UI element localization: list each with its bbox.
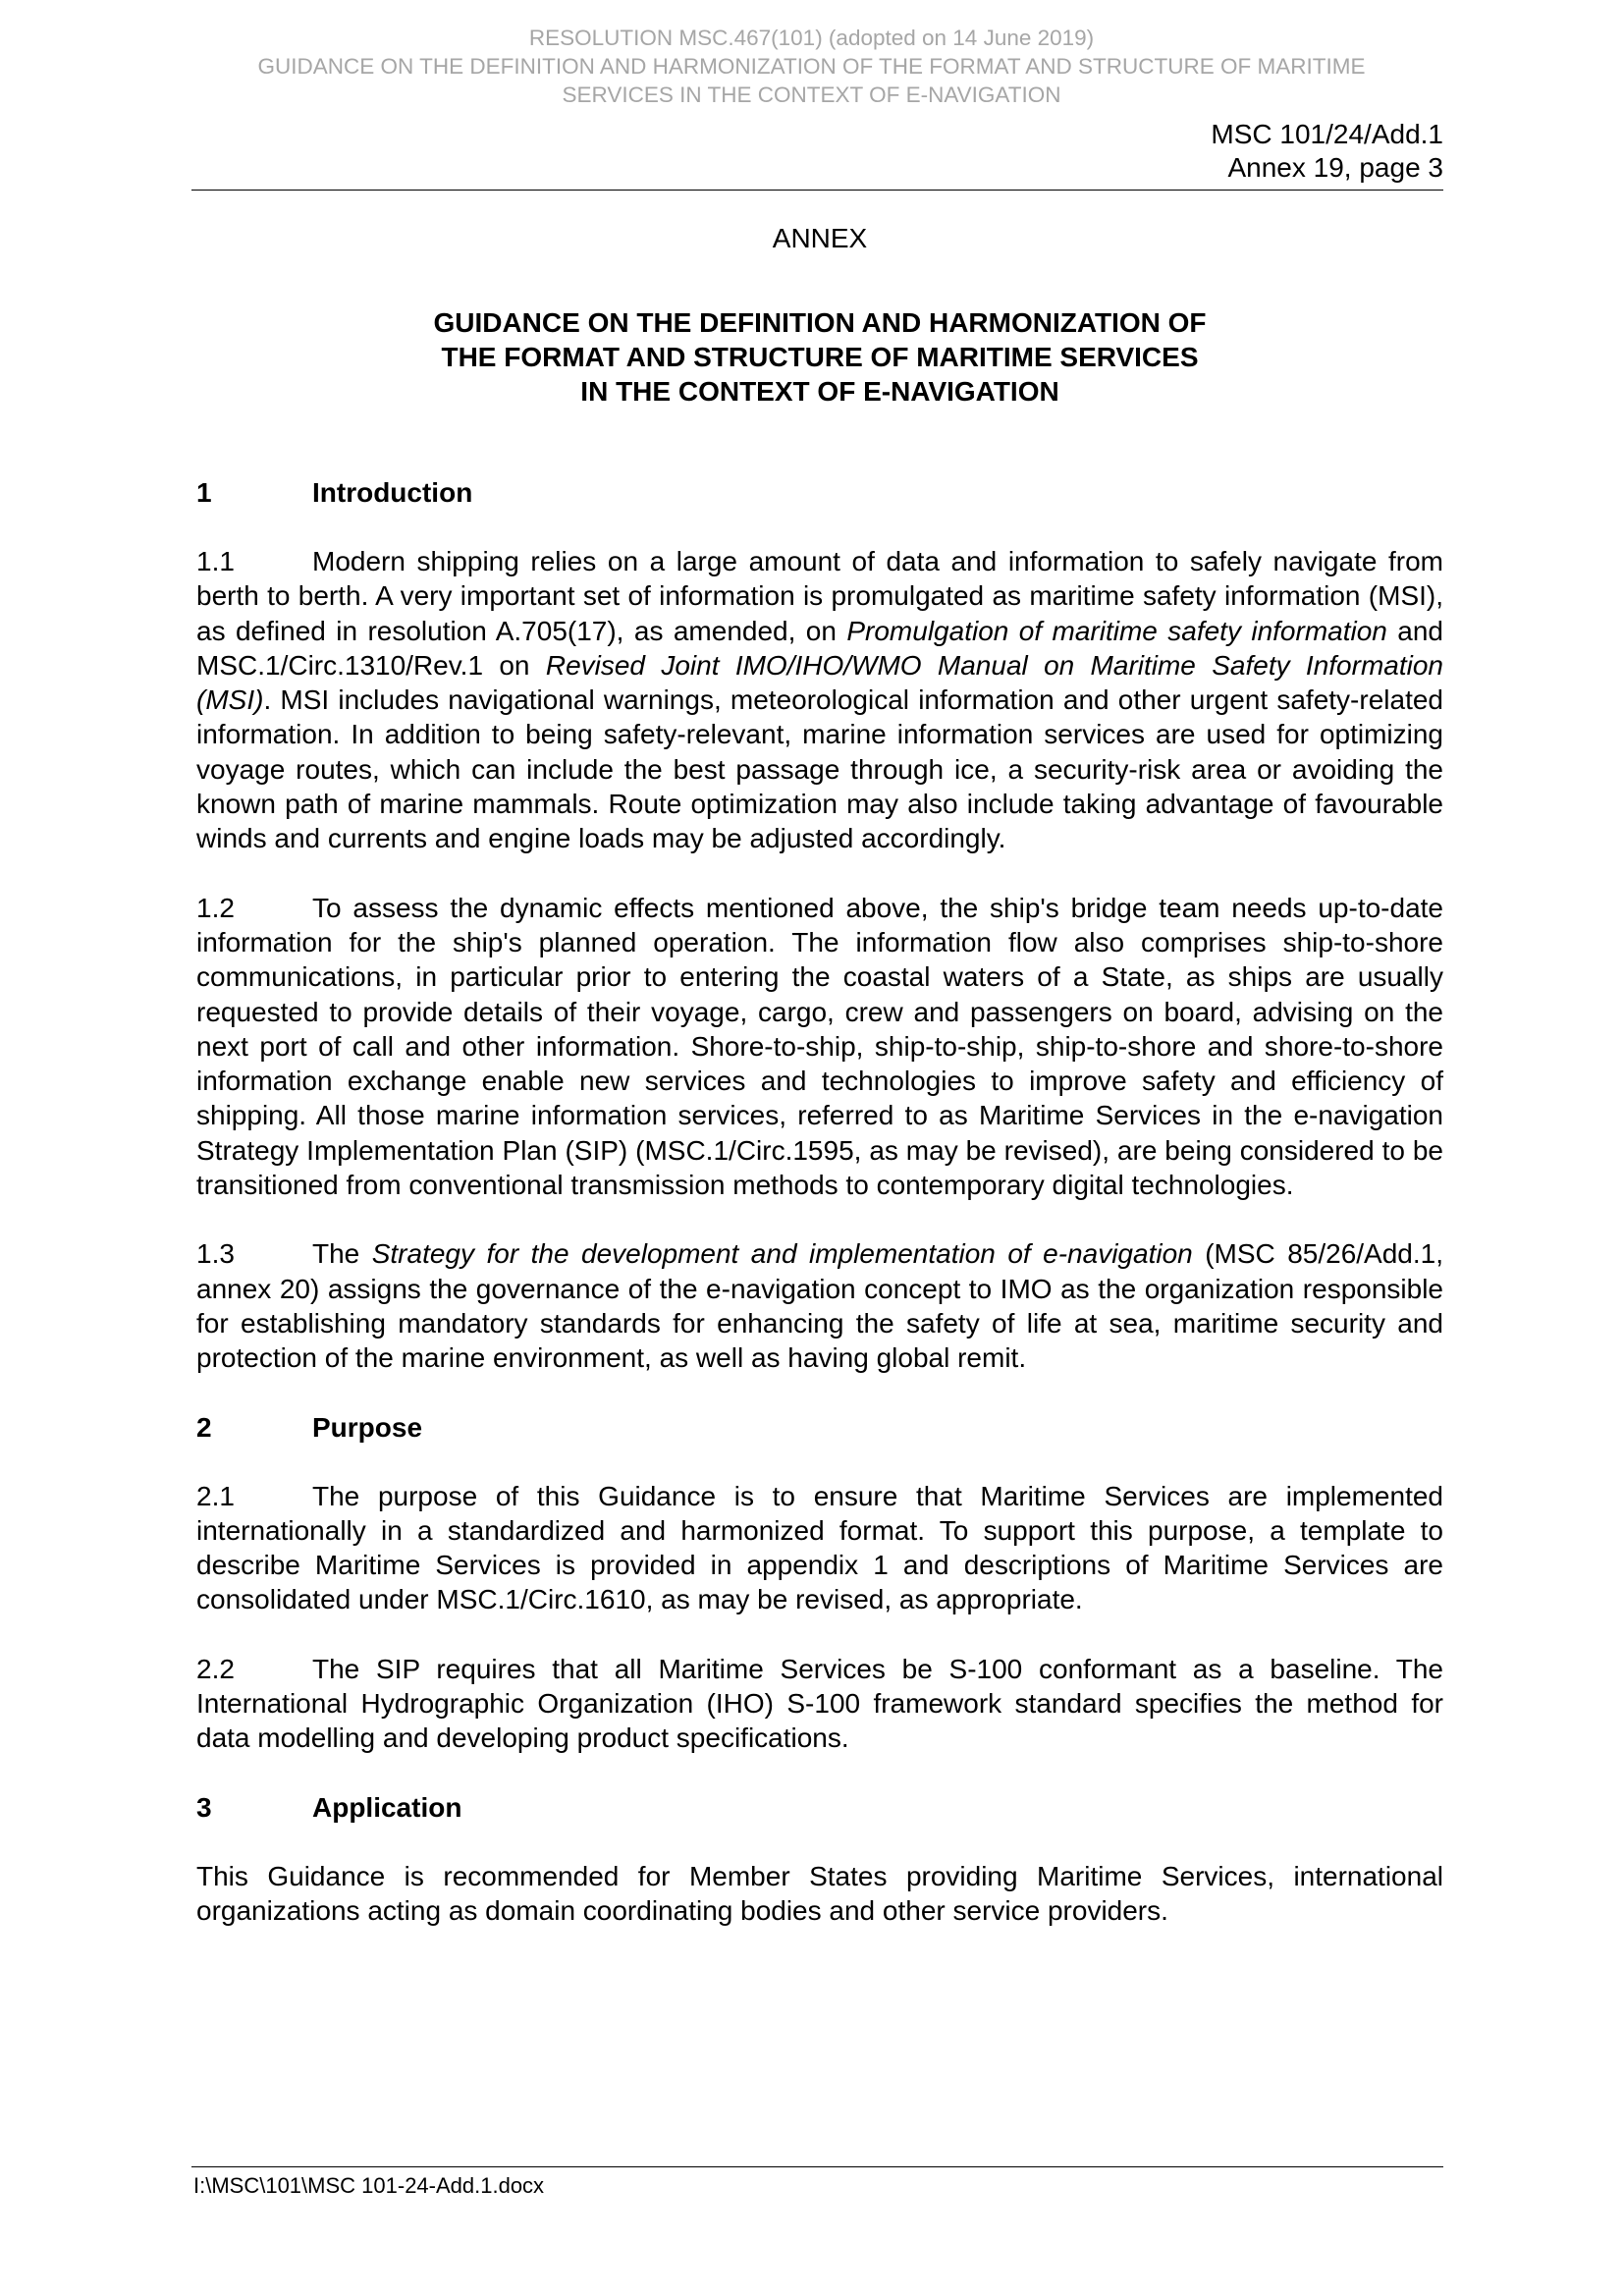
paragraph-2-2 [196,1652,1443,1756]
title-line: GUIDANCE ON THE DEFINITION AND HARMONIZATION OF [433,307,1207,338]
paragraph-1-1 [196,544,1443,856]
publication-title: Strategy for the development and implementation of e-navigation [371,1238,1193,1270]
footer-rule [191,2166,1443,2167]
annex-label: ANNEX [772,223,868,253]
watermark-line: GUIDANCE ON THE DEFINITION AND HARMONIZATION OF THE FORMAT AND STRUCTURE OF MARITIME [257,54,1366,79]
doc-ref: MSC 101/24/Add.1 [1211,119,1443,149]
section-number: 2 [196,1411,212,1443]
title-line: THE FORMAT AND STRUCTURE OF MARITIME SERVICES [441,342,1199,372]
footer-file-path: I:\MSC\101\MSC 101-24-Add.1.docx [193,2173,545,2198]
page-ref: Annex 19, page 3 [1227,152,1443,183]
publication-title: Revised Joint IMO/IHO/WMO Manual on Maritime Safety Information (MSI) [196,649,1443,716]
section-title: Purpose [312,1411,423,1443]
paragraph-number: 2.1 [196,1480,235,1511]
section-title: Application [312,1791,462,1823]
paragraph-number: 1.1 [196,546,235,576]
paragraph-text: and MSC.1/Circ.1310/Rev.1 on [196,615,1443,681]
paragraph-text: . MSI includes navigational warnings, meteorological information and other urgent safety-related information. In addition to being safety-relevant, marine information services are used for optimizing voyage routes, which can include the best passage through ice, a security-risk area or avoiding the known path of marine mammals. Route optimization may also include taking advantage of favourable winds and currents and engine loads may be adjusted accordingly. [196,684,1443,854]
header-watermark [147,24,1476,109]
publication-title: Promulgation of maritime safety information [846,615,1387,646]
paragraph-text: The [312,1238,372,1270]
watermark-line: RESOLUTION MSC.467(101) (adopted on 14 June 2019) [528,26,1095,50]
paragraph-text: Modern shipping relies on a large amount of data and information to safely navigate from berth to berth. A very important set of information is promulgated as maritime safety information (MSI), as defined in resolution A.705(17), as amended, on [196,546,1443,646]
document-title [196,305,1443,409]
paragraph-number: 1.3 [196,1238,235,1270]
section-number: 3 [196,1791,212,1823]
paragraph-3 [196,1859,1443,1929]
watermark-line: SERVICES IN THE CONTEXT OF E-NAVIGATION [562,82,1061,107]
document-body [196,222,1443,1928]
paragraph-1-3 [196,1236,1443,1375]
paragraph-text: The SIP requires that all Maritime Services be S-100 conformant as a baseline. The International Hydrographic Organization (IHO) S-100 framework standard specifies the method for data modelling and developing product specifications. [196,1653,1443,1754]
paragraph-text: This Guidance is recommended for Member States providing Maritime Services, international organizations acting as domain coordinating bodies and other service providers. [196,1860,1443,1926]
section-heading-application [196,1790,1443,1825]
section-title: Introduction [312,477,473,508]
paragraph-text: (MSC 85/26/Add.1, annex 20) assigns the governance of the e-navigation concept to IMO as the organization responsible for establishing mandatory standards for enhancing the safety of life at sea, maritime security and protection of the marine environment, as well as having global remit. [196,1238,1444,1374]
paragraph-1-2 [196,891,1443,1203]
paragraph-2-1 [196,1479,1443,1617]
header-rule [191,190,1443,191]
section-heading-purpose [196,1410,1443,1445]
paragraph-text: The purpose of this Guidance is to ensure that Maritime Services are implemented internationally in a standardized and harmonized format. To support this purpose, a template to describe Maritime Services is provided in appendix 1 and descriptions of Maritime Services are consolidated under MSC.1/Circ.1610, as may be revised, as appropriate. [196,1480,1443,1615]
paragraph-number: 1.2 [196,892,235,923]
paragraph-number: 2.2 [196,1653,235,1684]
title-line: IN THE CONTEXT OF E-NAVIGATION [580,376,1059,407]
paragraph-text: To assess the dynamic effects mentioned above, the ship's bridge team needs up-to-date information for the ship's planned operation. The information flow also comprises ship-to-shore communications, in particular prior to entering the coastal waters of a State, as ships are usually requested to provide details of their voyage, cargo, crew and passengers on board, advising on the next port of call and other information. Shore-to-ship, ship-to-ship, ship-to-shore and shore-to-shore information exchange enable new services and technologies to improve safety and efficiency of shipping. All those marine information services, referred to as Maritime Services in the e-navigation Strategy Implementation Plan (SIP) (MSC.1/Circ.1595, as may be revised), are being considered to be transitioned from conventional transmission methods to contemporary digital technologies. [196,892,1443,1201]
section-heading-introduction [196,475,1443,510]
document-reference [1211,118,1443,185]
section-number: 1 [196,477,212,508]
